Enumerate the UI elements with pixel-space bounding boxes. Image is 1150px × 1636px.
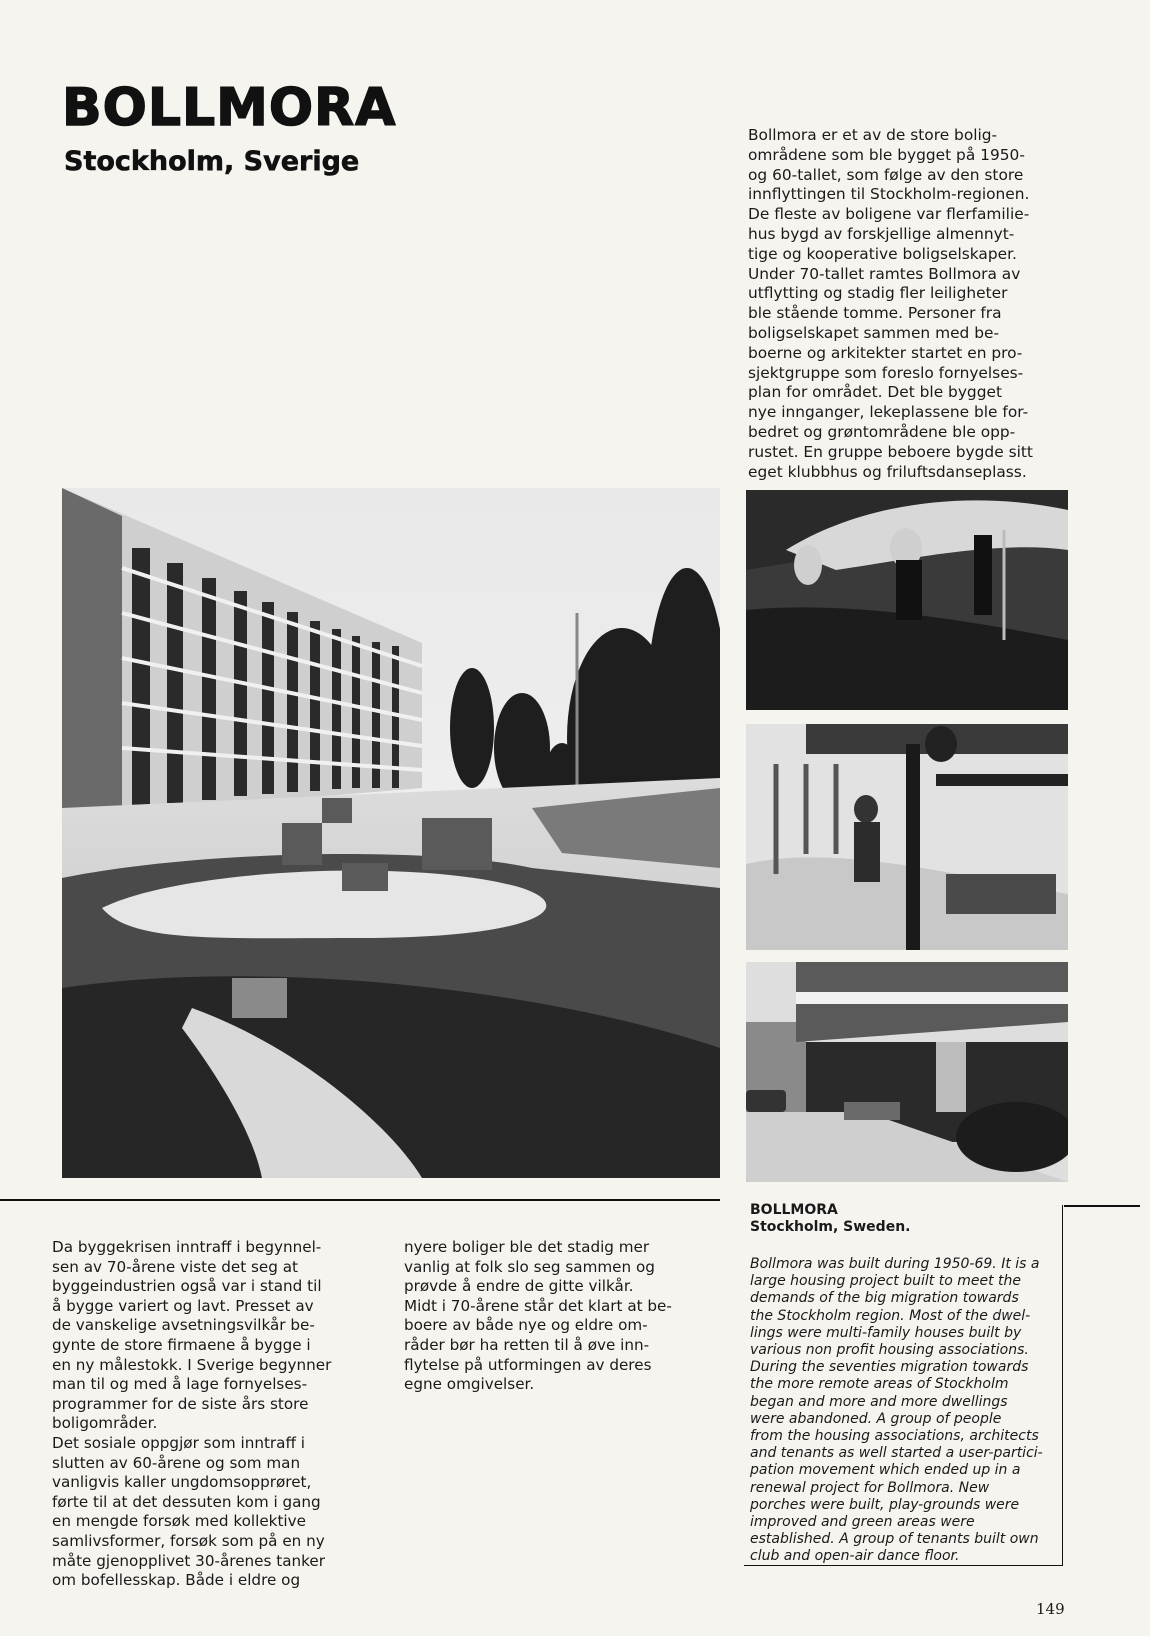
intro-line: De fleste av boligene var flerfamilie- — [748, 205, 1030, 224]
english-line: began and more and more dwellings — [750, 1393, 1008, 1410]
english-line: pation movement which ended up in a — [750, 1462, 1021, 1479]
english-line: During the seventies migration towards — [750, 1359, 1029, 1376]
intro-line: områdene som ble bygget på 1950- — [748, 145, 1025, 164]
english-line: and tenants as well started a user-partici- — [750, 1445, 1043, 1462]
english-line: renewal project for Bollmora. New — [750, 1479, 990, 1496]
body-line: sen av 70-årene viste det seg at — [52, 1257, 298, 1276]
english-line: the Stockholm region. Most of the dwel- — [750, 1307, 1031, 1324]
english-line: lings were multi-family houses built by — [750, 1324, 1022, 1341]
body-line: samlivsformer, forsøk som på en ny — [52, 1531, 325, 1550]
english-line: porches were built, play-grounds were — [750, 1496, 1020, 1513]
english-line: club and open-air dance floor. — [750, 1548, 960, 1565]
intro-line: tige og kooperative boligselskaper. — [748, 244, 1017, 263]
body-line: Da byggekrisen inntraff i begynnel- — [52, 1238, 322, 1256]
body-line: vanligvis kaller ungdomsopprøret, — [52, 1473, 312, 1492]
page-number: 149 — [1036, 1600, 1065, 1618]
body-column-1 — [52, 1238, 382, 1591]
intro-line: og 60-tallet, som følge av den store — [748, 165, 1024, 184]
intro-line: plan for området. Det ble bygget — [748, 383, 1002, 402]
body-line: byggeindustrien også var i stand til — [52, 1277, 322, 1296]
body-line: måte gjenopplivet 30-årenes tanker — [52, 1551, 325, 1570]
body-line: en mengde forsøk med kollektive — [52, 1512, 306, 1531]
intro-line: Bollmora er et av de store bolig- — [748, 126, 998, 144]
body-column-2 — [404, 1238, 724, 1395]
body-line: råder bør ha retten til å øve inn- — [404, 1335, 650, 1354]
body-line: førte til at det dessuten kom i gang — [52, 1492, 321, 1511]
english-line: various non profit housing associations. — [750, 1342, 1029, 1359]
intro-line: hus bygd av forskjellige almennyt- — [748, 224, 1015, 243]
body-line: slutten av 60-årene og som man — [52, 1453, 301, 1472]
intro-line: sjektgruppe som foreslo fornyelses- — [748, 363, 1024, 382]
intro-line: utflytting og stadig fler leiligheter — [748, 284, 1008, 303]
intro-line: boerne og arkitekter startet en pro- — [748, 343, 1023, 362]
english-summary-text — [750, 1256, 1060, 1566]
english-line: were abandoned. A group of people — [750, 1410, 1002, 1427]
body-line: prøvde å endre de gitte vilkår. — [404, 1277, 634, 1296]
page-title: BOLLMORA — [62, 78, 397, 138]
english-line: from the housing associations, architects — [750, 1428, 1039, 1445]
body-line: Det sosiale oppgjør som inntraff i — [52, 1433, 305, 1452]
intro-paragraph — [748, 126, 1078, 482]
english-summary-subtitle: Stockholm, Sweden. — [750, 1219, 911, 1235]
intro-line: Under 70-tallet ramtes Bollmora av — [748, 264, 1021, 283]
body-line: man til og med å lage fornyelses- — [52, 1375, 308, 1394]
intro-line: boligselskapet sammen med be- — [748, 323, 999, 342]
english-line: large housing project built to meet the — [750, 1273, 1021, 1290]
body-line: boligområder. — [52, 1414, 158, 1433]
english-summary-title: BOLLMORA — [750, 1202, 838, 1218]
section-divider — [1064, 1205, 1140, 1207]
renovated-entrance-photo — [746, 962, 1068, 1182]
housing-estate-photo — [62, 488, 720, 1178]
english-line: established. A group of tenants built own — [750, 1531, 1039, 1548]
intro-line: innflyttingen til Stockholm-regionen. — [748, 185, 1030, 204]
intro-line: ble stående tomme. Personer fra — [748, 304, 1002, 323]
residents-planting-photo — [746, 490, 1068, 710]
english-line: improved and green areas were — [750, 1514, 975, 1531]
section-divider — [0, 1199, 720, 1201]
building-playhouse-photo — [746, 724, 1068, 950]
english-line: the more remote areas of Stockholm — [750, 1376, 1009, 1393]
body-line: programmer for de siste års store — [52, 1394, 309, 1413]
page-subtitle: Stockholm, Sverige — [64, 146, 360, 177]
body-line: gynte de store firmaene å bygge i — [52, 1335, 311, 1354]
body-line: en ny målestokk. I Sverige begynner — [52, 1355, 332, 1374]
intro-line: eget klubbhus og friluftsdanseplass. — [748, 462, 1027, 481]
intro-line: nye innganger, lekeplassene ble for- — [748, 403, 1029, 422]
body-line: å bygge variert og lavt. Presset av — [52, 1296, 314, 1315]
body-line: Midt i 70-årene står det klart at be- — [404, 1296, 672, 1315]
body-line: de vanskelige avsetningsvilkår be- — [52, 1316, 315, 1335]
body-line: boere av både nye og eldre om- — [404, 1316, 648, 1335]
english-line: demands of the big migration towards — [750, 1290, 1019, 1307]
intro-line: bedret og grøntområdene ble opp- — [748, 422, 1016, 441]
body-line: egne omgivelser. — [404, 1375, 535, 1394]
body-line: flytelse på utformingen av deres — [404, 1355, 652, 1374]
body-line: om bofellesskap. Både i eldre og — [52, 1571, 301, 1590]
intro-line: rustet. En gruppe beboere bygde sitt — [748, 442, 1033, 461]
body-line: nyere boliger ble det stadig mer — [404, 1238, 650, 1256]
body-line: vanlig at folk slo seg sammen og — [404, 1257, 655, 1276]
english-line: Bollmora was built during 1950-69. It is a — [750, 1256, 1040, 1272]
